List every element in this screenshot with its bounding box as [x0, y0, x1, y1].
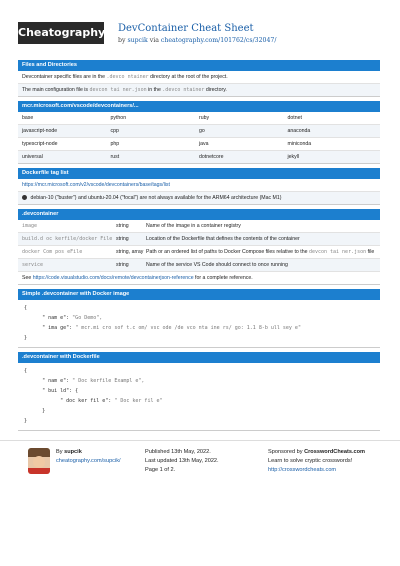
tags-section [18, 168, 380, 205]
code-value: "Go Demo", [72, 315, 103, 321]
property-desc: Name of the image in a container registry [146, 223, 241, 229]
code-line: } [24, 418, 28, 424]
published-date: Published 13th May, 2022. [145, 449, 211, 455]
images-section [18, 101, 380, 164]
code-block [18, 300, 380, 347]
property-key: build.d oc kerfile/docker File [22, 236, 113, 242]
table-cell: typescript-node [22, 141, 58, 147]
text: directory. [205, 87, 227, 93]
code-line [24, 398, 163, 404]
code-key: " bui ld": { [42, 388, 79, 394]
tag-list-link[interactable]: https://mcr.microsoft.com/v2/vscode/devcontainers/base/tags/list [22, 182, 170, 188]
text: in the [148, 87, 161, 93]
code-key: " nam e": [42, 378, 70, 384]
section-heading: .devcontainer with Dockerfile [18, 352, 380, 363]
code-line [24, 388, 78, 394]
avatar-shirt [28, 468, 50, 474]
code-value: " Doc kerfile Exampl e", [72, 378, 145, 384]
reference-link[interactable]: https://code.visualstudio.com/docs/remote/devcontainerjson-reference [32, 275, 194, 281]
table-cell: jekyll [287, 154, 300, 160]
text: See [22, 275, 32, 281]
files-row-2 [18, 84, 380, 96]
table-cell: go [199, 128, 205, 134]
table-row [18, 125, 380, 138]
code-value: " mcr.mi cro sof t.c om/ vsc ode /de vco nta ine rs/ go: 1.1 8-b ull sey e" [75, 325, 301, 331]
table-row [18, 246, 380, 259]
info-icon [22, 195, 27, 200]
table-cell: cpp [110, 128, 119, 134]
text: file [367, 249, 375, 255]
tags-row-note [18, 192, 380, 204]
dockerfile-section [18, 352, 380, 431]
code-line [24, 378, 144, 384]
byline [118, 37, 276, 44]
code-line [24, 315, 102, 321]
property-type: string [116, 262, 129, 268]
table-cell: miniconda [287, 141, 312, 147]
sponsor-link[interactable]: http://crosswordcheats.com [268, 467, 337, 473]
sponsor-tagline: Learn to solve cryptic crosswords! [268, 458, 353, 464]
sheet-url-link[interactable]: cheatography.com/101762/cs/32047/ [160, 37, 277, 44]
page-count: Page 1 of 2. [145, 467, 176, 473]
inline-code: devcon tai ner.json [89, 87, 147, 93]
property-desc [146, 248, 376, 256]
property-desc: Location of the Dockerfile that defines the contents of the container [146, 236, 300, 242]
byline-via: via [149, 37, 159, 44]
code-key: " doc ker fil e": [60, 398, 112, 404]
sponsor-name: CrosswordCheats.com [304, 449, 366, 455]
devcontainer-section [18, 209, 380, 285]
text: for a complete reference. [195, 275, 253, 281]
inline-code: .devco ntainer [106, 74, 149, 80]
footer-dates [145, 448, 219, 475]
footer-author [56, 448, 121, 466]
table-cell: python [110, 115, 127, 121]
table-cell: base [22, 115, 34, 121]
note-text: debian-10 ("buster") and ubuntu-20.04 ("focal") are not always available for the ARM64 architecture (Mac M1) [30, 195, 282, 201]
table-row [18, 138, 380, 151]
author-link[interactable]: supcik [127, 37, 148, 44]
section-heading: .devcontainer [18, 209, 380, 220]
property-type: string [116, 236, 129, 242]
table-cell: ruby [199, 115, 210, 121]
files-row-1 [18, 71, 380, 84]
table-cell: java [199, 141, 209, 147]
table-row [18, 112, 380, 125]
code-value: " Doc ker fil e" [114, 398, 163, 404]
byline-by: by [118, 37, 126, 44]
table-cell: dotnet [287, 115, 302, 121]
table-row [18, 233, 380, 246]
author-avatar [28, 448, 50, 474]
reference-row [18, 272, 380, 284]
inline-code: .devco ntainer [162, 87, 205, 93]
cheat-sheet-body [18, 60, 380, 435]
table-row [18, 259, 380, 272]
text: Sponsored by [268, 449, 303, 455]
table-cell: dotnetcore [199, 154, 224, 160]
page-title: DevContainer Cheat Sheet [118, 23, 254, 34]
table-cell: anaconda [287, 128, 311, 134]
code-line [24, 325, 301, 331]
code-line: { [24, 368, 28, 374]
code-key: " nam e": [42, 315, 70, 321]
section-heading: Dockerfile tag list [18, 168, 380, 179]
footer-author-link[interactable]: cheatography.com/supcik/ [56, 458, 121, 464]
updated-date: Last updated 13th May, 2022. [145, 458, 219, 464]
property-type: string [116, 223, 129, 229]
text: By [56, 449, 63, 455]
text: The main configuration file is [22, 87, 89, 93]
text: Path or an ordered list of paths to Docker Compose files relative to the [146, 249, 308, 255]
property-desc: Name of the service VS Code should connect to once running [146, 262, 288, 268]
footer-author-name: supcik [64, 449, 82, 455]
section-heading: Files and Directories [18, 60, 380, 71]
table-cell: javascript-node [22, 128, 58, 134]
simple-section [18, 289, 380, 348]
property-key: image [22, 223, 38, 229]
text: Devcontainer specific files are in the [22, 74, 106, 80]
files-section [18, 60, 380, 97]
code-brace: } [42, 408, 46, 414]
avatar-face [33, 456, 45, 468]
cheatography-logo[interactable]: Cheatography [18, 22, 104, 44]
table-cell: php [110, 141, 120, 147]
code-line: } [24, 335, 28, 341]
property-key: service [22, 262, 44, 268]
property-key: docker Com pos eFile [22, 249, 83, 255]
section-heading: mcr.microsoft.com/vscode/devcontainers/... [18, 101, 380, 112]
code-line: { [24, 305, 28, 311]
text: directory at the root of the project. [150, 74, 228, 80]
code-block [18, 363, 380, 430]
footer-sponsor [268, 448, 365, 475]
property-type: string, array [116, 249, 144, 255]
tags-row-link [18, 179, 380, 192]
inline-code: devcon tai ner.json [308, 249, 367, 255]
code-key: " ima ge": [42, 325, 73, 331]
table-cell: universal [22, 154, 43, 160]
table-row [18, 220, 380, 233]
table-row [18, 151, 380, 163]
code-line [24, 408, 45, 414]
section-heading: Simple .devcontainer with Docker image [18, 289, 380, 300]
page-header [0, 0, 400, 58]
table-cell: rust [110, 154, 120, 160]
